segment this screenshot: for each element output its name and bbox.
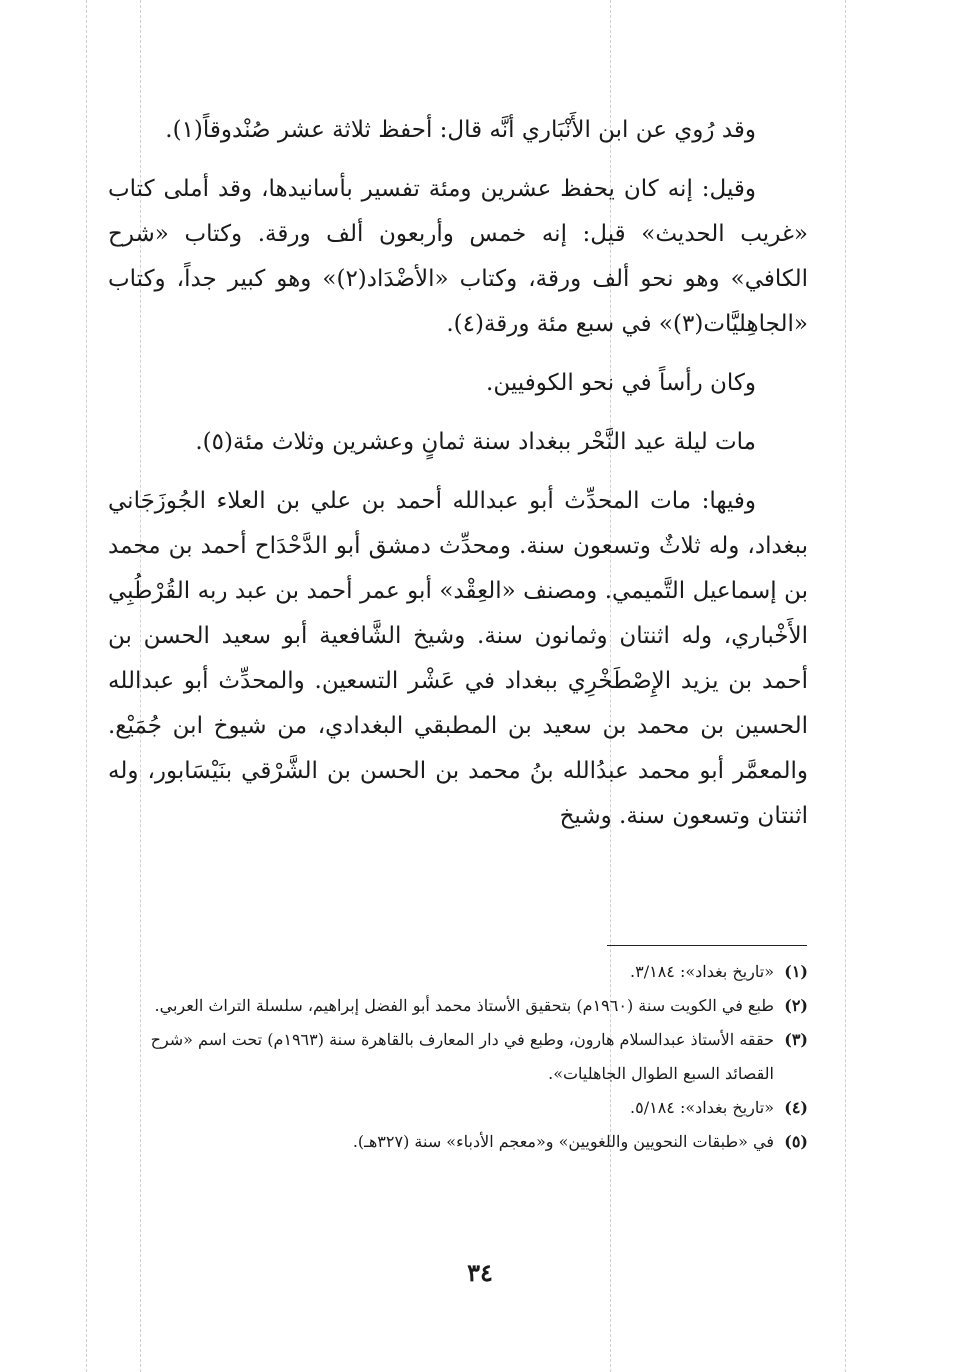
main-text [108,108,808,853]
footnote-text: حققه الأستاذ عبدالسلام هارون، وطبع في دار المعارف بالقاهرة سنة (١٩٦٣م) تحت اسم «شرح القصائد السبع الطوال الجاهليات». [150,1030,774,1083]
scan-guide-line [86,0,87,1372]
footnote [108,1023,808,1091]
footnote-separator [607,945,807,946]
paragraph: وفيها: مات المحدِّث أبو عبدالله أحمد بن علي بن العلاء الجُوزَجَاني ببغداد، وله ثلاثٌ وتسعون سنة. ومحدِّث دمشق أبو الدَّحْدَاح أحمد بن محمد بن إسماعيل التَّميمي. ومصنف «العِقْد» أبو عمر أحمد بن عبد ربه القُرْطُبِي الأَخْباري، وله اثنتان وثمانون سنة. وشيخ الشَّافعية أبو سعيد الحسن بن أحمد بن يزيد الإِصْطَخْرِي ببغداد في عَشْر التسعين. والمحدِّث أبو عبدالله الحسين بن محمد بن سعيد بن المطبقي البغدادي، من شيوخ ابن جُمَيْع. والمعمَّر أبو محمد عبدُالله بنُ محمد بن الحسن بن الشَّرْقي بنَيْسَابور، وله اثنتان وتسعون سنة. وشيخ [108,488,808,829]
footnote [108,989,808,1023]
scan-guide-line [845,0,846,1372]
footnote-number: (٣) [784,1030,808,1049]
footnote-text: في «طبقات النحويين واللغويين» و«معجم الأدباء» سنة (٣٢٧هـ). [352,1132,774,1151]
footnote-text: «تاريخ بغداد»: ٣/١٨٤. [630,962,774,981]
footnote-text: طبع في الكويت سنة (١٩٦٠م) بتحقيق الأستاذ محمد أبو الفضل إبراهيم، سلسلة التراث العربي. [154,996,774,1015]
footnotes [108,955,808,1159]
footnote-text: «تاريخ بغداد»: ٥/١٨٤. [630,1098,774,1117]
paragraph: وقيل: إنه كان يحفظ عشرين ومئة تفسير بأسانيدها، وقد أملى كتاب «غريب الحديث» قيل: إنه خمس وأربعون ألف ورقة. وكتاب «شرح الكافي» وهو نحو ألف ورقة، وكتاب «الأضْدَاد(٢)» وهو كبير جداً، وكتاب «الجاهِليَّات(٣)» في سبع مئة ورقة(٤). [108,176,808,337]
footnote-number: (١) [784,962,808,981]
footnote-number: (٢) [784,996,808,1015]
paragraph: مات ليلة عيد النَّحْر ببغداد سنة ثمانٍ وعشرين وثلاث مئة(٥). [195,429,756,455]
paragraph: وكان رأساً في نحو الكوفيين. [486,370,756,396]
footnote [108,955,808,989]
footnote-number: (٥) [784,1132,808,1151]
footnote-number: (٤) [784,1098,808,1117]
footnote [108,1091,808,1125]
paragraph: وقد رُوي عن ابن الأَنْبَاري أنَّه قال: أحفظ ثلاثة عشر صُنْدوقاً(١). [165,117,756,143]
page-number: ٣٤ [467,1258,493,1287]
footnote [108,1125,808,1159]
